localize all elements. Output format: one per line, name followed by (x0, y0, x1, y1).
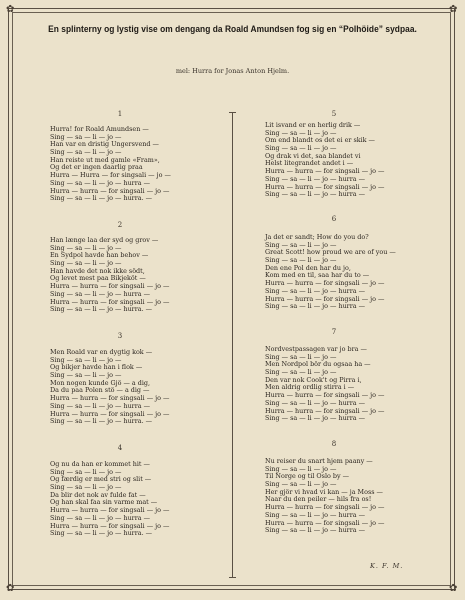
verse-number: 1 (117, 110, 123, 118)
corner-ornament-bottom-left: ✿ (6, 583, 15, 594)
melody-note: mel: Hurra for Jonas Anton Hjelm. (175, 67, 290, 75)
verse-line: Men Roald var en dygtig kok — (50, 348, 153, 356)
verse-text (265, 122, 384, 199)
column-divider (232, 112, 233, 578)
verse-line: Sing — sa — li — jo — hurra — (265, 510, 366, 519)
verse-line: Sing — sa — li — jo — (265, 368, 337, 377)
verse-line: Sing — sa — li — jo — hurra — (50, 513, 151, 522)
verse-line: Da du paa Polen stö — a dig — (50, 386, 150, 395)
verse-line: Sing — sa — li — jo — hurra — (50, 401, 151, 410)
verse-line: Om end blandt os det ei er skik — (265, 136, 375, 145)
verse-line: Sing — sa — li — jo — (50, 371, 122, 380)
verse-line: Hurra — Hurra — for singsali — jo — (50, 171, 171, 180)
verse-line: Her gjör vi hvad vi kan — ja Moss — (265, 487, 383, 496)
verse-line: Da blir det nok av fulde fat — (50, 490, 146, 499)
page-title: En splinterny og lystig vise om dengang da Roald Amundsen fog sig en “Polhöide” sydpaa. (48, 24, 417, 34)
author-initials: K. F. M. (370, 562, 404, 570)
verse-text (50, 237, 169, 314)
verse-line: Han reiste ut med gamle «Fram», (50, 155, 160, 164)
verse-line: Hurra — hurra — for singsali — jo — (265, 503, 385, 512)
verse-number: 2 (117, 221, 123, 229)
verse-line: Hurra! for Roald Amundsen — (50, 125, 149, 133)
verse-number: 5 (331, 110, 337, 118)
verse-number: 4 (117, 444, 123, 452)
verse-line: Og bikjer havde han i flok — (50, 363, 143, 372)
verse-line: Lit isvand er en herlig drik — (265, 121, 361, 129)
verse-line: Den ene Pol den har du jo, (265, 263, 351, 272)
verse-line: Og det er ingen daarlig praa (50, 163, 143, 172)
verse-line: Sing — sa — li — jo — hurra — (265, 398, 366, 407)
verse-line: Han længe laa der syd og grov — (50, 236, 159, 244)
verse-line: Hurra — hurra — for singsali — jo — (50, 297, 170, 306)
verse-line: Sing — sa — li — jo — (265, 464, 337, 473)
verse-line: Sing — sa — li — jo — hurra — (265, 190, 366, 199)
verse-line: Helst litegrandet andet i — (265, 159, 354, 168)
verse-number: 7 (331, 328, 337, 336)
verse-line: Sing — sa — li — jo — (50, 243, 122, 252)
verse-line: Hurra — hurra — for singsali — jo — (50, 409, 170, 418)
verse-text (265, 458, 384, 535)
verse-line: Sing — sa — li — jo — hurra. — (50, 529, 153, 538)
verse-line: Men aldrig ordlig stirra i — (265, 383, 355, 392)
verse-line: Og levet mest paa Bikjeköt — (50, 274, 146, 283)
verse-line: Den var nok Cook't og Pirra i, (265, 375, 362, 384)
verse-line: Og færdig er med stri og slit — (50, 475, 152, 484)
corner-ornament-top-left: ✿ (6, 4, 15, 15)
verse-line: Han havde det nok ikke södt, (50, 266, 145, 275)
verse-line: Nordvestpassagen var jo bra — (265, 345, 367, 353)
verse-line: Sing — sa — li — jo — (50, 483, 122, 492)
verse-line: En Sydpol havde han behov — (50, 251, 149, 260)
verse-line: Hurra — hurra — for singsali — jo — (50, 521, 170, 530)
verse-line: Mon nogen kunde Gjö — a dig, (50, 378, 151, 387)
verse-number: 8 (331, 440, 337, 448)
verse-line: Hurra — hurra — for singsali — jo — (50, 282, 170, 291)
corner-ornament-bottom-right: ✿ (449, 583, 458, 594)
verse-line: Kom med en til, saa har du to — (265, 271, 370, 280)
verse-line: Sing — sa — li — jo — hurra. — (50, 194, 153, 203)
verse-line: Sing — sa — li — jo — hurra. — (50, 305, 153, 314)
verse-number: 6 (331, 215, 337, 223)
verse-line: Sing — sa — li — jo — (265, 352, 337, 361)
verse-line: Hurra — hurra — for singsali — jo — (50, 506, 170, 515)
verse-line: Han var en dristig Ungersvend — (50, 140, 159, 149)
verse-line: Hurra — hurra — for singsali — jo — (265, 518, 385, 527)
verse-line: Hurra — hurra — for singsali — jo — (50, 394, 170, 403)
verse-line: Hurra — hurra — for singsali — jo — (265, 279, 385, 288)
verse-line: Sing — sa — li — jo — hurra — (265, 302, 366, 311)
verse-line: Sing — sa — li — jo — (50, 132, 122, 141)
verse-text (50, 349, 169, 426)
verse-line: Sing — sa — li — jo — hurra — (265, 174, 366, 183)
verse-line: Sing — sa — li — jo — (265, 240, 337, 249)
verse-line: Hurra — hurra — for singsali — jo — (265, 406, 385, 415)
verse-number: 3 (117, 332, 123, 340)
divider-cap-bottom (229, 577, 236, 578)
verse-line: Men Nordpol bör du ogsaa ha — (265, 360, 371, 369)
verse-line: Naar du den peiler — hils fra os! (265, 495, 372, 504)
verse-line: Sing — sa — li — jo — (50, 355, 122, 364)
corner-ornament-top-right: ✿ (449, 4, 458, 15)
verse-line: Hurra — hurra — for singsali — jo — (265, 167, 385, 176)
verse-line: Sing — sa — li — jo — (50, 259, 122, 268)
verse-line: Sing — sa — li — jo — (265, 128, 337, 137)
verse-line: Nu reiser du snart hjem paany — (265, 457, 373, 465)
verse-line: Sing — sa — li — jo — (265, 144, 337, 153)
verse-line: Sing — sa — li — jo — hurra — (265, 286, 366, 295)
verse-line: Hurra — hurra — for singsali — jo — (50, 186, 170, 195)
verse-line: Til Norge og til Oslo by — (265, 472, 350, 481)
verse-line: Og han skal faa sin varme mat — (50, 498, 158, 507)
divider-cap-top (229, 112, 236, 113)
verse-line: Sing — sa — li — jo — (50, 467, 122, 476)
verse-line: Hurra — hurra — for singsali — jo — (265, 391, 385, 400)
verse-line: Sing — sa — li — jo — hurra — (265, 526, 366, 535)
verse-line: Sing — sa — li — jo — hurra — (50, 178, 151, 187)
verse-line: Hurra — hurra — for singsali — jo — (265, 182, 385, 191)
verse-line: Sing — sa — li — jo — hurra. — (50, 417, 153, 426)
verse-line: Great Scott! how proud we are of you — (265, 248, 396, 257)
verse-line: Sing — sa — li — jo — hurra — (50, 289, 151, 298)
verse-text (265, 234, 396, 311)
verse-line: Sing — sa — li — jo — (265, 256, 337, 265)
verse-line: Og nu da han er kommet hit — (50, 460, 150, 468)
verse-line: Sing — sa — li — jo — (50, 148, 122, 157)
verse-text (50, 126, 171, 203)
verse-line: Og drak vi det, saa blandet vi (265, 151, 361, 160)
verse-line: Ja det er sandt; How do you do? (265, 233, 369, 241)
verse-text (50, 461, 169, 538)
verse-line: Hurra — hurra — for singsali — jo — (265, 294, 385, 303)
verse-line: Sing — sa — li — jo — hurra — (265, 414, 366, 423)
verse-text (265, 346, 384, 423)
verse-line: Sing — sa — li — jo — (265, 480, 337, 489)
